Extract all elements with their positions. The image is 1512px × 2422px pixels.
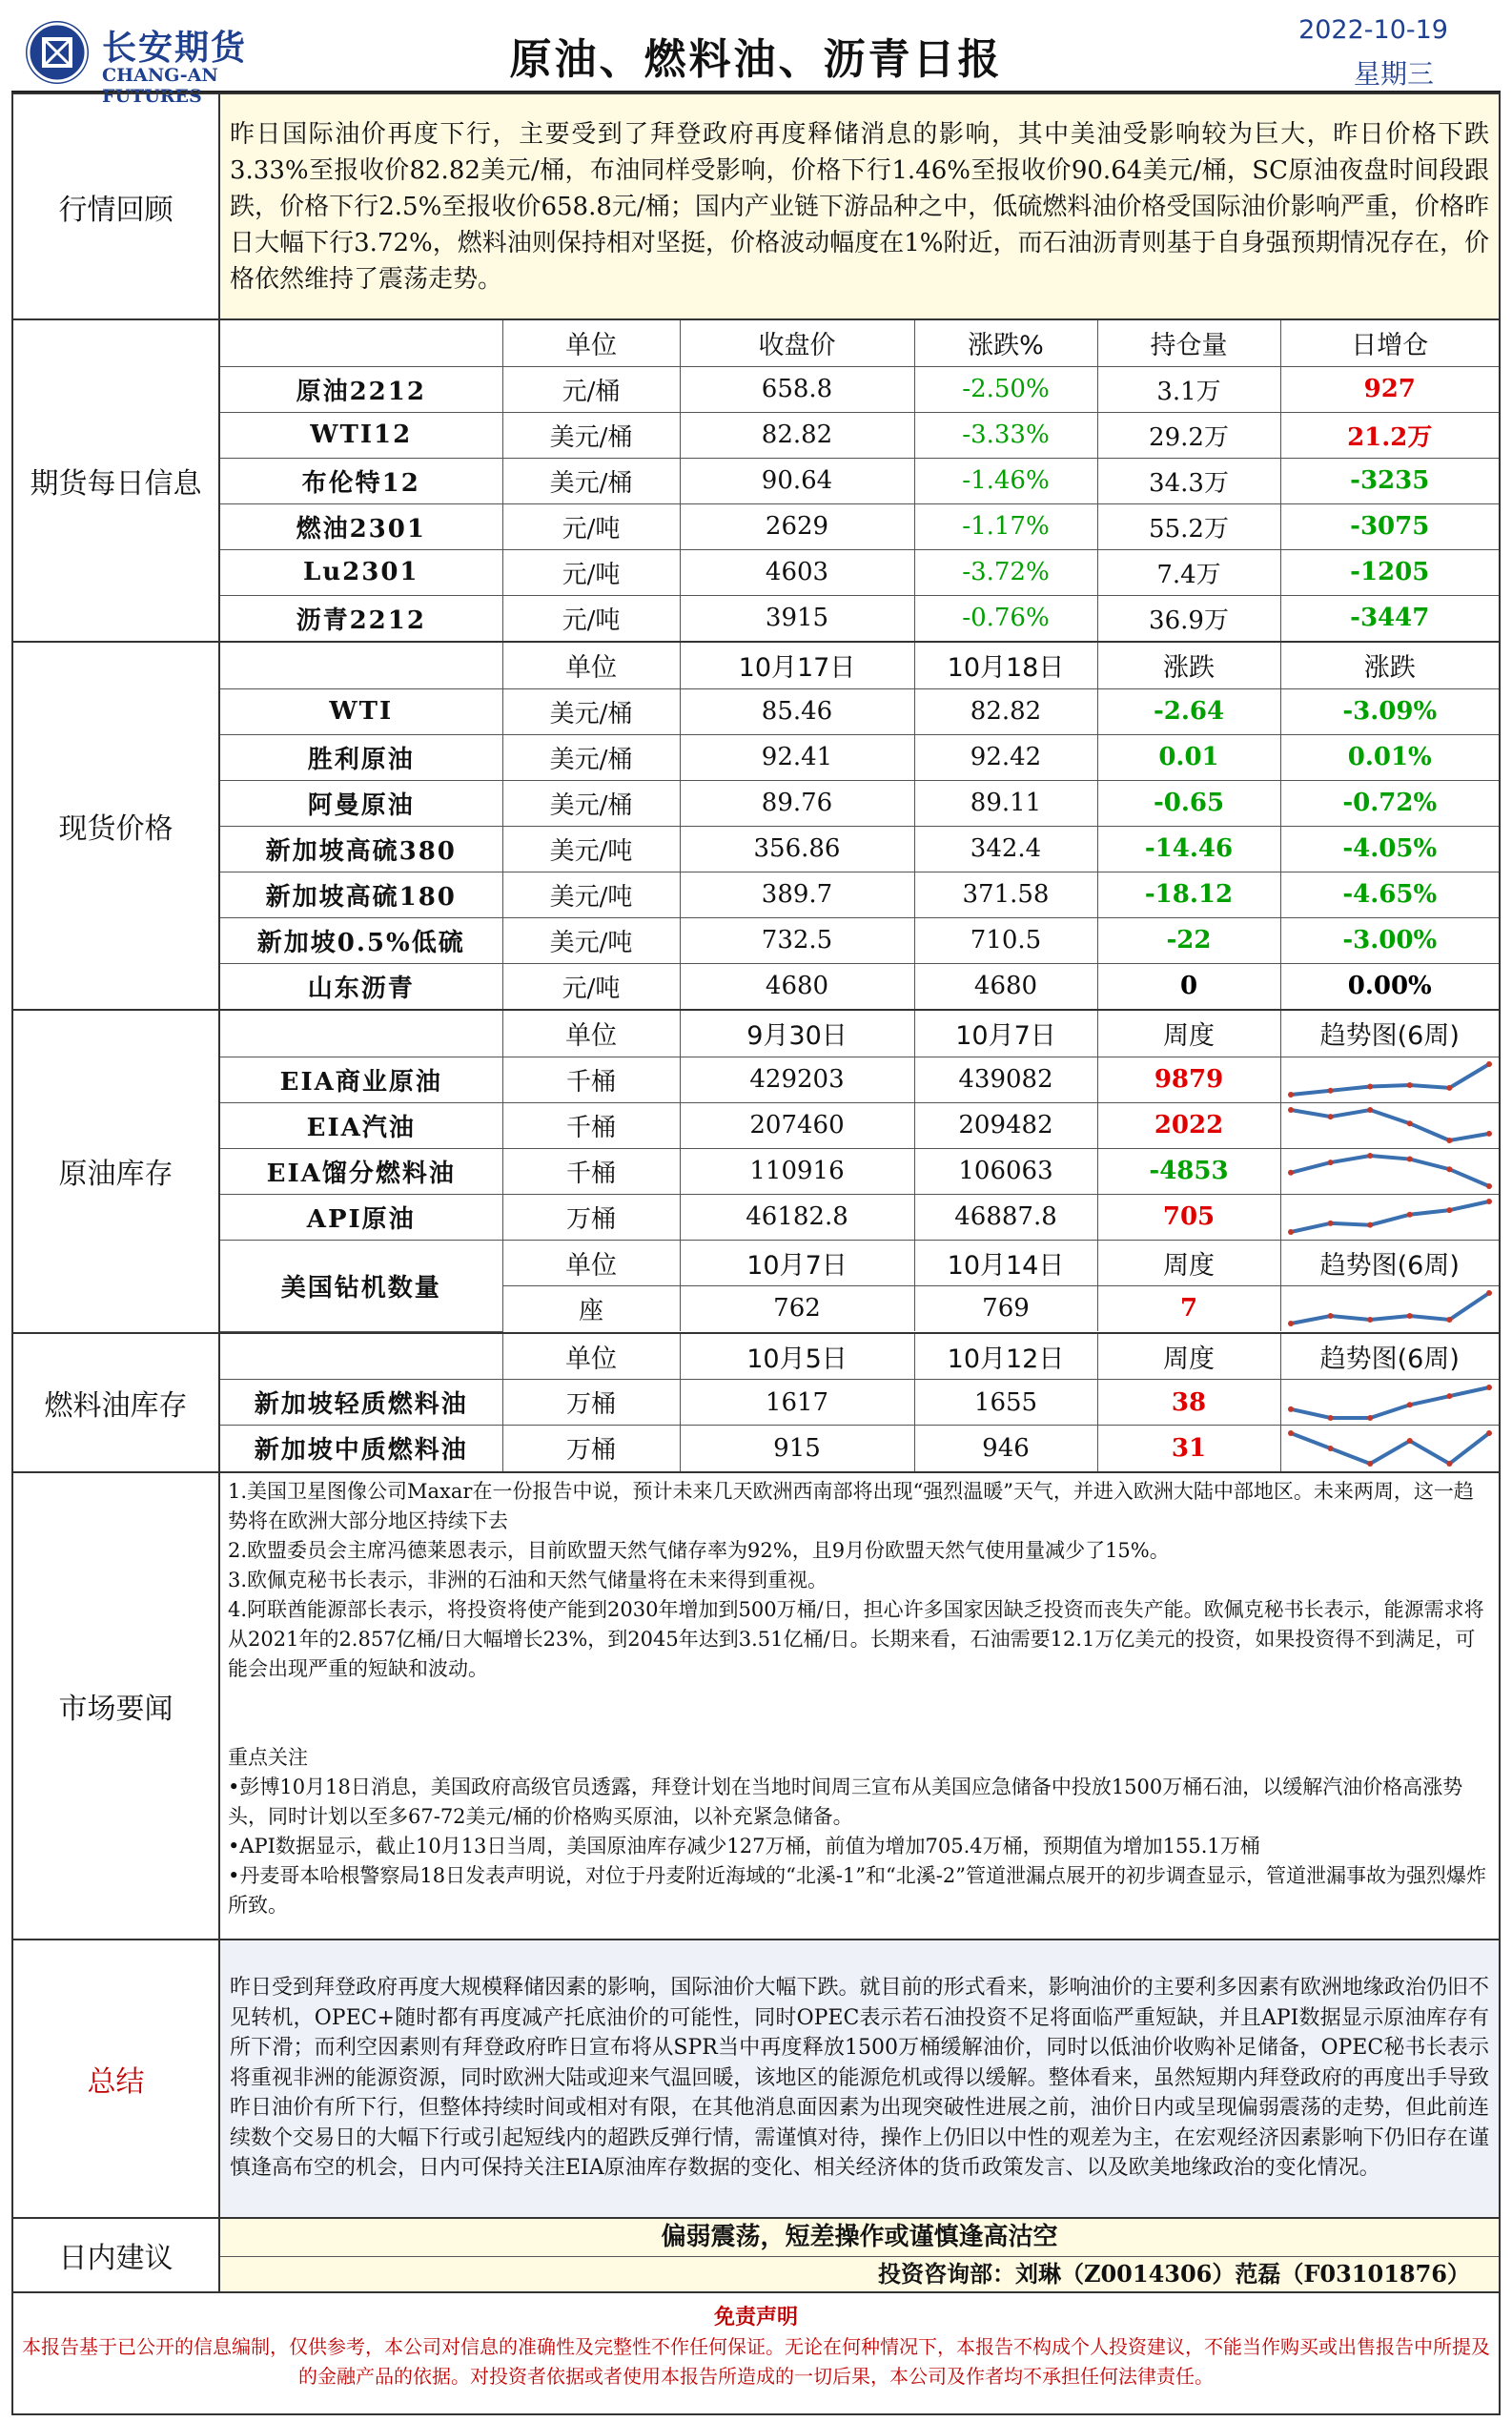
table-row <box>220 549 1499 595</box>
trend-point <box>1407 1157 1413 1162</box>
contract-name: 布伦特12 <box>220 458 502 503</box>
unit: 元/桶 <box>502 366 680 412</box>
change-value: -22 <box>1097 917 1280 963</box>
trend-point <box>1367 1461 1373 1467</box>
column-header: 9月30日 <box>680 1011 914 1057</box>
contract-name: WTI12 <box>220 412 502 458</box>
price-day2: 710.5 <box>914 917 1097 963</box>
trend-chart-cell <box>1280 1426 1499 1471</box>
table-row <box>220 872 1499 917</box>
value-week1: 762 <box>680 1285 914 1331</box>
column-header: 10月7日 <box>680 1240 914 1285</box>
trend-point <box>1446 1461 1452 1467</box>
section-label-advice: 日内建议 <box>12 2218 219 2292</box>
trend-point <box>1446 1138 1452 1143</box>
change-percent: -0.72% <box>1280 780 1499 826</box>
column-header: 10月12日 <box>914 1334 1097 1380</box>
section-label-fuel-stock: 燃料油库存 <box>12 1333 219 1472</box>
focus-item: •API数据显示，截止10月13日当周，美国原油库存减少127万桶，前值为增加705.4万桶，预期值为增加155.1万桶 <box>228 1834 1260 1858</box>
table-row <box>220 1148 1499 1194</box>
inventory-name: API原油 <box>220 1194 502 1240</box>
disclaimer-cell <box>12 2292 1500 2414</box>
price-day2: 82.82 <box>914 688 1097 734</box>
table-row <box>220 917 1499 963</box>
news-item: 3.欧佩克秘书长表示，非洲的石油和天然气储量将在未来得到重视。 <box>228 1568 828 1591</box>
close-price: 2629 <box>680 503 914 549</box>
section-label-summary: 总结 <box>12 1940 219 2218</box>
change-percent: -4.05% <box>1280 826 1499 872</box>
trend-point <box>1407 1402 1413 1407</box>
column-header: 涨跌 <box>1280 643 1499 688</box>
advice-cell <box>219 2218 1500 2292</box>
news-item: 2.欧盟委员会主席冯德莱恩表示，目前欧盟天然气储存率为92%，且9月份欧盟天然气使用量减少了15%。 <box>228 1538 1170 1562</box>
weekly-change: 2022 <box>1097 1102 1280 1148</box>
spot-name: 新加坡高硫380 <box>220 826 502 872</box>
inventory-name: EIA商业原油 <box>220 1057 502 1102</box>
crude-stock-cell <box>219 1010 1500 1333</box>
trend-point <box>1367 1153 1373 1159</box>
column-header: 单位 <box>502 1011 680 1057</box>
column-header: 周度 <box>1097 1011 1280 1057</box>
trend-point <box>1407 1082 1413 1088</box>
fuel-header-row <box>220 1334 1499 1380</box>
value-week2: 46887.8 <box>914 1194 1097 1240</box>
table-row <box>220 734 1499 780</box>
column-header <box>220 1011 502 1057</box>
fuel-stock-cell <box>219 1333 1500 1472</box>
trend-line <box>1291 1293 1489 1324</box>
crude-stock-table <box>220 1011 1499 1332</box>
section-label-news: 市场要闻 <box>12 1472 219 1940</box>
trend-line <box>1291 1110 1489 1140</box>
trend-point <box>1327 1221 1333 1226</box>
trend-point <box>1407 1313 1413 1319</box>
value-week2: 439082 <box>914 1057 1097 1102</box>
trend-point <box>1288 1321 1294 1326</box>
trend-point <box>1407 1120 1413 1126</box>
unit: 元/吨 <box>502 549 680 595</box>
change-value: -2.64 <box>1097 688 1280 734</box>
table-row <box>220 963 1499 1009</box>
logo-chinese-name: 长安期货 <box>102 29 248 68</box>
table-row <box>220 826 1499 872</box>
open-interest: 7.4万 <box>1097 549 1280 595</box>
unit: 元/吨 <box>502 503 680 549</box>
trend-point <box>1288 1092 1294 1098</box>
price-day1: 85.46 <box>680 688 914 734</box>
contract-name: 原油2212 <box>220 366 502 412</box>
report-weekday: 星期三 <box>1353 58 1434 90</box>
change-value: -14.46 <box>1097 826 1280 872</box>
value-week1: 46182.8 <box>680 1194 914 1240</box>
trend-sparkline <box>1285 1104 1495 1146</box>
unit: 千桶 <box>502 1102 680 1148</box>
trend-point <box>1446 1207 1452 1213</box>
section-label-crude-stock: 原油库存 <box>12 1010 219 1333</box>
table-row <box>220 780 1499 826</box>
change-percent: -3.72% <box>914 549 1097 595</box>
change-percent: -3.09% <box>1280 688 1499 734</box>
trend-point <box>1486 1199 1492 1204</box>
unit: 万桶 <box>502 1194 680 1240</box>
spot-name: 山东沥青 <box>220 963 502 1009</box>
trend-point <box>1446 1393 1452 1399</box>
price-day1: 356.86 <box>680 826 914 872</box>
trend-point <box>1327 1446 1333 1451</box>
spot-name: 新加坡高硫180 <box>220 872 502 917</box>
weekly-change: 705 <box>1097 1194 1280 1240</box>
unit: 千桶 <box>502 1057 680 1102</box>
trend-point <box>1327 1160 1333 1165</box>
unit: 美元/桶 <box>502 412 680 458</box>
review-cell <box>219 93 1500 319</box>
daily-oi-change: -3447 <box>1280 595 1499 641</box>
price-day2: 4680 <box>914 963 1097 1009</box>
trend-point <box>1288 1170 1294 1176</box>
disclaimer-title: 免责声明 <box>713 2304 798 2330</box>
table-row <box>220 412 1499 458</box>
open-interest: 36.9万 <box>1097 595 1280 641</box>
daily-oi-change: 21.2万 <box>1280 412 1499 458</box>
spot-name: WTI <box>220 688 502 734</box>
weekly-change: 9879 <box>1097 1057 1280 1102</box>
spot-name: 胜利原油 <box>220 734 502 780</box>
trend-chart-cell <box>1280 1285 1499 1331</box>
inventory-name: 新加坡轻质燃料油 <box>220 1380 502 1426</box>
advice-text: 偏弱震荡，短差操作或谨慎逢高沽空 <box>220 2219 1499 2257</box>
close-price: 658.8 <box>680 366 914 412</box>
inventory-name: 新加坡中质燃料油 <box>220 1426 502 1471</box>
trend-point <box>1367 1083 1373 1089</box>
trend-sparkline <box>1285 1150 1495 1192</box>
value-week2: 769 <box>914 1285 1097 1331</box>
trend-point <box>1327 1415 1333 1421</box>
trend-point <box>1446 1317 1452 1323</box>
rig-header-row <box>220 1240 1499 1285</box>
news-cell <box>219 1472 1500 1940</box>
trend-line <box>1291 1064 1489 1095</box>
report-page <box>11 11 1501 2411</box>
unit: 美元/吨 <box>502 917 680 963</box>
close-price: 4603 <box>680 549 914 595</box>
column-header: 10月7日 <box>914 1011 1097 1057</box>
unit: 万桶 <box>502 1426 680 1471</box>
column-header <box>220 643 502 688</box>
change-percent: -0.76% <box>914 595 1097 641</box>
value-week2: 209482 <box>914 1102 1097 1148</box>
close-price: 3915 <box>680 595 914 641</box>
disclaimer-text: 本报告基于已公开的信息编制，仅供参考，本公司对信息的准确性及完整性不作任何保证。无论在何种情况下，本报告不构成个人投资建议，不能当作购买或出售报告中所提及的金融产品的依据。对投资者依据或者使用本报告所造成的一切后果，本公司及作者均不承担任何法律责任。 <box>22 2334 1490 2388</box>
column-header: 10月17日 <box>680 643 914 688</box>
trend-line <box>1291 1156 1489 1186</box>
column-header: 涨跌 <box>1097 643 1280 688</box>
column-header: 10月14日 <box>914 1240 1097 1285</box>
trend-point <box>1288 1406 1294 1411</box>
value-week1: 110916 <box>680 1148 914 1194</box>
unit: 美元/吨 <box>502 826 680 872</box>
trend-sparkline <box>1285 1058 1495 1100</box>
section-label-review: 行情回顾 <box>12 93 219 319</box>
rig-count-name: 美国钻机数量 <box>220 1240 502 1331</box>
weekly-change: 31 <box>1097 1426 1280 1471</box>
price-day2: 92.42 <box>914 734 1097 780</box>
trend-chart-cell <box>1280 1057 1499 1102</box>
value-week1: 429203 <box>680 1057 914 1102</box>
summary-text: 昨日受到拜登政府再度大规模释储因素的影响，国际油价大幅下跌。就目前的形式看来，影响油价的主要利多因素有欧洲地缘政治仍旧不见转机，OPEC+随时都有再度减产托底油价的可能性，同时OPEC表示若石油投资不足将面临严重短缺，并且API数据显示原油库存有所下滑；而利空因素则有拜登政府昨日宣布将从SPR当中再度释放1500万桶缓解油价，同时以低油价收购补足储备，OPEC秘书长表示将重视非洲的能源资源，同时欧洲大陆或迎来气温回暖，该地区的能源危机或得以缓解。整体看来，虽然短期内拜登政府的再度出手导致昨日油价有所下行，但整体持续时间或相对有限，在其他消息面因素为出现突破性进展之前，油价日内或呈现偏弱震荡的走势，但此前连续数个交易日的大幅下行或引起短线内的超跌反弹行情，需谨慎对待，操作上仍旧以中性的观差为主，在宏观经济因素影响下仍旧存在谨慎逢高布空的机会，日内可保持关注EIA原油库存数据的变化、相关经济体的货币政策发言、以及欧美地缘政治的变化情况。 <box>230 1976 1489 2181</box>
close-price: 90.64 <box>680 458 914 503</box>
open-interest: 29.2万 <box>1097 412 1280 458</box>
column-header <box>220 1334 502 1380</box>
trend-point <box>1407 1438 1413 1444</box>
value-week2: 1655 <box>914 1380 1097 1426</box>
table-row <box>220 458 1499 503</box>
trend-point <box>1446 1166 1452 1172</box>
logo-english-name: CHANG-AN FUTURES <box>102 65 218 107</box>
spot-header-row <box>220 643 1499 688</box>
news-item: 1.美国卫星图像公司Maxar在一份报告中说，预计未来几天欧洲西南部将出现“强烈温暖”天气，并进入欧洲大陆中部地区。未来两周，这一趋势将在欧洲大部分地区持续下去 <box>228 1479 1474 1532</box>
column-header: 趋势图(6周) <box>1280 1011 1499 1057</box>
open-interest: 55.2万 <box>1097 503 1280 549</box>
trend-line <box>1291 1387 1489 1418</box>
focus-title: 重点关注 <box>228 1745 308 1769</box>
trend-point <box>1327 1313 1333 1319</box>
open-interest: 3.1万 <box>1097 366 1280 412</box>
trend-point <box>1486 1385 1492 1390</box>
spot-name: 阿曼原油 <box>220 780 502 826</box>
inventory-name: EIA汽油 <box>220 1102 502 1148</box>
crude-header-row <box>220 1011 1499 1057</box>
trend-line <box>1291 1433 1489 1464</box>
report-title: 原油、燃料油、沥青日报 <box>509 35 1003 84</box>
summary-cell <box>219 1940 1500 2218</box>
weekly-change: 7 <box>1097 1285 1280 1331</box>
focus-item: •丹麦哥本哈根警察局18日发表声明说，对位于丹麦附近海域的“北溪-1”和“北溪-2”管道泄漏点展开的初步调查显示，管道泄漏事故为强烈爆炸所致。 <box>228 1863 1486 1917</box>
change-percent: 0.01% <box>1280 734 1499 780</box>
value-week1: 1617 <box>680 1380 914 1426</box>
price-day1: 89.76 <box>680 780 914 826</box>
trend-sparkline <box>1285 1382 1495 1424</box>
futures-cell <box>219 319 1500 642</box>
unit: 万桶 <box>502 1380 680 1426</box>
value-week2: 106063 <box>914 1148 1097 1194</box>
report-body <box>11 92 1501 2415</box>
price-day2: 371.58 <box>914 872 1097 917</box>
price-day1: 732.5 <box>680 917 914 963</box>
close-price: 82.82 <box>680 412 914 458</box>
column-header: 单位 <box>502 320 680 366</box>
trend-point <box>1367 1107 1373 1113</box>
news-item: 4.阿联酋能源部长表示，将投资将使产能到2030年增加到500万桶/日，担心许多国家因缺乏投资而丧失产能。欧佩克秘书长表示，能源需求将从2021年的2.857亿桶/日大幅增长23%，到2045年达到3.51亿桶/日。长期来看，石油需要12.1万亿美元的投资，如果投资得不到满足，可能会出现严重的短缺和波动。 <box>228 1597 1484 1680</box>
daily-oi-change: -1205 <box>1280 549 1499 595</box>
table-row <box>220 1426 1499 1471</box>
consultants: 投资咨询部：刘琳（Z0014306）范磊（F03101876） <box>877 2259 1470 2288</box>
column-header: 10月18日 <box>914 643 1097 688</box>
trend-point <box>1407 1212 1413 1218</box>
trend-point <box>1288 1430 1294 1436</box>
trend-point <box>1367 1317 1373 1323</box>
table-row <box>220 595 1499 641</box>
focus-item: •彭博10月18日消息，美国政府高级官员透露，拜登计划在当地时间周三宣布从美国应急储备中投放1500万桶石油，以缓解汽油价格高涨势头，同时计划以至多67-72美元/桶的价格购买原油，以补充紧急储备。 <box>228 1775 1463 1828</box>
section-label-futures: 期货每日信息 <box>12 319 219 642</box>
trend-chart-cell <box>1280 1380 1499 1426</box>
change-percent: -4.65% <box>1280 872 1499 917</box>
column-header: 趋势图(6周) <box>1280 1334 1499 1380</box>
column-header: 周度 <box>1097 1334 1280 1380</box>
column-header: 涨跌% <box>914 320 1097 366</box>
change-value: 0 <box>1097 963 1280 1009</box>
daily-oi-change: -3235 <box>1280 458 1499 503</box>
table-row <box>220 1194 1499 1240</box>
value-week1: 207460 <box>680 1102 914 1148</box>
change-percent: -3.00% <box>1280 917 1499 963</box>
trend-point <box>1486 1131 1492 1137</box>
open-interest: 34.3万 <box>1097 458 1280 503</box>
column-header <box>220 320 502 366</box>
trend-chart-cell <box>1280 1102 1499 1148</box>
column-header: 收盘价 <box>680 320 914 366</box>
trend-point <box>1288 1107 1294 1113</box>
unit: 美元/桶 <box>502 458 680 503</box>
trend-point <box>1288 1229 1294 1235</box>
table-row <box>220 503 1499 549</box>
contract-name: 沥青2212 <box>220 595 502 641</box>
column-header: 周度 <box>1097 1240 1280 1285</box>
trend-sparkline <box>1285 1196 1495 1238</box>
trend-point <box>1367 1222 1373 1228</box>
weekly-change: -4853 <box>1097 1148 1280 1194</box>
unit: 元/吨 <box>502 595 680 641</box>
futures-header-row <box>220 320 1499 366</box>
column-header: 10月5日 <box>680 1334 914 1380</box>
spot-table <box>220 643 1499 1009</box>
table-row <box>220 1057 1499 1102</box>
inventory-name: EIA馏分燃料油 <box>220 1148 502 1194</box>
unit: 千桶 <box>502 1148 680 1194</box>
weekly-change: 38 <box>1097 1380 1280 1426</box>
change-value: 0.01 <box>1097 734 1280 780</box>
change-value: -0.65 <box>1097 780 1280 826</box>
trend-point <box>1486 1290 1492 1296</box>
review-text: 昨日国际油价再度下行，主要受到了拜登政府再度释储消息的影响，其中美油受影响较为巨大，昨日价格下跌3.33%至报收价82.82美元/桶，布油同样受影响，价格下行1.46%至报收价90.64美元/桶，SC原油夜盘时间段跟跌，价格下行2.5%至报收价658.8元/桶；国内产业链下游品种之中，低硫燃料油价格受国际油价影响严重，价格昨日大幅下行3.72%，燃料油则保持相对坚挺，价格波动幅度在1%附近，而石油沥青则基于自身强预期情况存在，价格依然维持了震荡走势。 <box>230 119 1489 294</box>
column-header: 趋势图(6周) <box>1280 1240 1499 1285</box>
change-percent: -1.17% <box>914 503 1097 549</box>
trend-sparkline <box>1285 1427 1495 1469</box>
column-header: 单位 <box>502 1240 680 1285</box>
trend-chart-cell <box>1280 1148 1499 1194</box>
trend-point <box>1486 1061 1492 1067</box>
spot-cell <box>219 642 1500 1010</box>
value-week2: 946 <box>914 1426 1097 1471</box>
trend-point <box>1446 1085 1452 1091</box>
table-row <box>220 1102 1499 1148</box>
column-header: 持仓量 <box>1097 320 1280 366</box>
trend-line <box>1291 1201 1489 1232</box>
fuel-stock-table <box>220 1334 1499 1471</box>
change-value: -18.12 <box>1097 872 1280 917</box>
column-header: 单位 <box>502 643 680 688</box>
trend-point <box>1367 1415 1373 1421</box>
trend-point <box>1486 1430 1492 1436</box>
price-day2: 342.4 <box>914 826 1097 872</box>
change-percent: 0.00% <box>1280 963 1499 1009</box>
unit: 元/吨 <box>502 963 680 1009</box>
contract-name: Lu2301 <box>220 549 502 595</box>
change-percent: -3.33% <box>914 412 1097 458</box>
value-week1: 915 <box>680 1426 914 1471</box>
unit: 美元/吨 <box>502 872 680 917</box>
daily-oi-change: 927 <box>1280 366 1499 412</box>
trend-point <box>1327 1114 1333 1119</box>
report-date: 2022-10-19 <box>1298 15 1448 45</box>
price-day1: 389.7 <box>680 872 914 917</box>
report-header <box>11 11 1501 107</box>
unit: 美元/桶 <box>502 734 680 780</box>
futures-table <box>220 320 1499 641</box>
change-percent: -1.46% <box>914 458 1097 503</box>
unit: 美元/桶 <box>502 780 680 826</box>
change-percent: -2.50% <box>914 366 1097 412</box>
section-label-spot: 现货价格 <box>12 642 219 1010</box>
column-header: 日增仓 <box>1280 320 1499 366</box>
unit: 美元/桶 <box>502 688 680 734</box>
news-content <box>220 1473 1499 1924</box>
spot-name: 新加坡0.5%低硫 <box>220 917 502 963</box>
trend-sparkline <box>1285 1287 1495 1329</box>
column-header: 单位 <box>502 1334 680 1380</box>
contract-name: 燃油2301 <box>220 503 502 549</box>
price-day1: 92.41 <box>680 734 914 780</box>
trend-point <box>1486 1183 1492 1189</box>
trend-chart-cell <box>1280 1194 1499 1240</box>
price-day1: 4680 <box>680 963 914 1009</box>
table-row <box>220 366 1499 412</box>
unit: 座 <box>502 1285 680 1331</box>
trend-point <box>1327 1088 1333 1094</box>
table-row <box>220 688 1499 734</box>
price-day2: 89.11 <box>914 780 1097 826</box>
table-row <box>220 1380 1499 1426</box>
daily-oi-change: -3075 <box>1280 503 1499 549</box>
